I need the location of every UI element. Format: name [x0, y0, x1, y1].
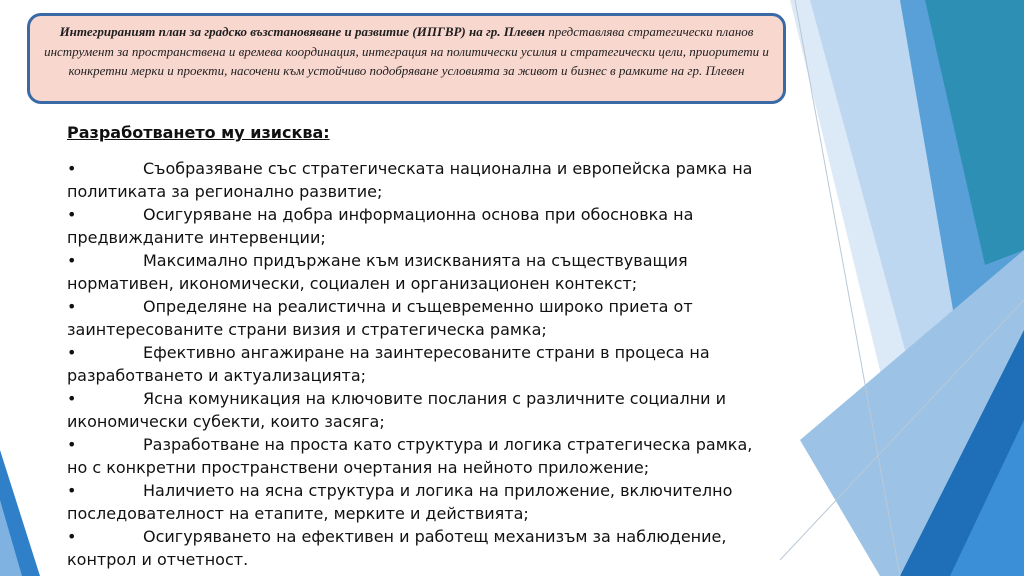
list-item	[67, 203, 767, 249]
list-item-text: Осигуряване на добра информационна основа при обосновка на предвижданите интервенции;	[67, 205, 694, 247]
list-item-text: Разработване на проста като структура и логика стратегическа рамка, но с конкретни пространствени очертания на нейното приложение;	[67, 435, 753, 477]
callout-title: Интегрираният план за градско възстановяване и развитие (ИПГВР) на гр. Плевен	[59, 24, 545, 39]
callout-body: представлява стратегически планов инструмент за пространствена и времева координация, интеграция на политически усилия и стратегически цели, приоритети и конкретни мерки и проекти, насочени към устойчиво подобряване условията за живот и бизнес в рамките на гр. Плевен	[44, 24, 769, 78]
list-item-text: Осигуряването на ефективен и работещ механизъм за наблюдение, контрол и отчетност.	[67, 527, 727, 569]
list-item	[67, 249, 767, 295]
list-item	[67, 433, 767, 479]
requirements-section	[67, 122, 767, 571]
list-item-text: Определяне на реалистична и същевременно широко приета от заинтересованите страни визия и стратегическа рамка;	[67, 297, 693, 339]
requirements-list	[67, 157, 767, 571]
bullet-icon: •	[67, 389, 77, 408]
list-item	[67, 525, 767, 571]
bullet-icon: •	[67, 159, 77, 178]
bullet-icon: •	[67, 435, 77, 454]
list-item-text: Максимално придържане към изискванията на съществуващия нормативен, икономически, социален и организационен контекст;	[67, 251, 688, 293]
bullet-icon: •	[67, 251, 77, 270]
bullet-icon: •	[67, 527, 77, 546]
list-item-text: Ясна комуникация на ключовите послания с различните социални и икономически субекти, които засяга;	[67, 389, 727, 431]
list-item	[67, 157, 767, 203]
list-item	[67, 341, 767, 387]
list-item	[67, 479, 767, 525]
bullet-icon: •	[67, 297, 77, 316]
list-item	[67, 387, 767, 433]
bullet-icon: •	[67, 481, 77, 500]
list-item-text: Съобразяване със стратегическата национална и европейска рамка на политиката за регионално развитие;	[67, 159, 753, 201]
list-item	[67, 295, 767, 341]
list-item-text: Ефективно ангажиране на заинтересованите страни в процеса на разработването и актуализацията;	[67, 343, 710, 385]
bullet-icon: •	[67, 205, 77, 224]
intro-callout	[27, 13, 786, 104]
list-item-text: Наличието на ясна структура и логика на приложение, включително последователност на етапите, мерките и действията;	[67, 481, 733, 523]
bullet-icon: •	[67, 343, 77, 362]
section-heading: Разработването му изисква:	[67, 123, 330, 142]
